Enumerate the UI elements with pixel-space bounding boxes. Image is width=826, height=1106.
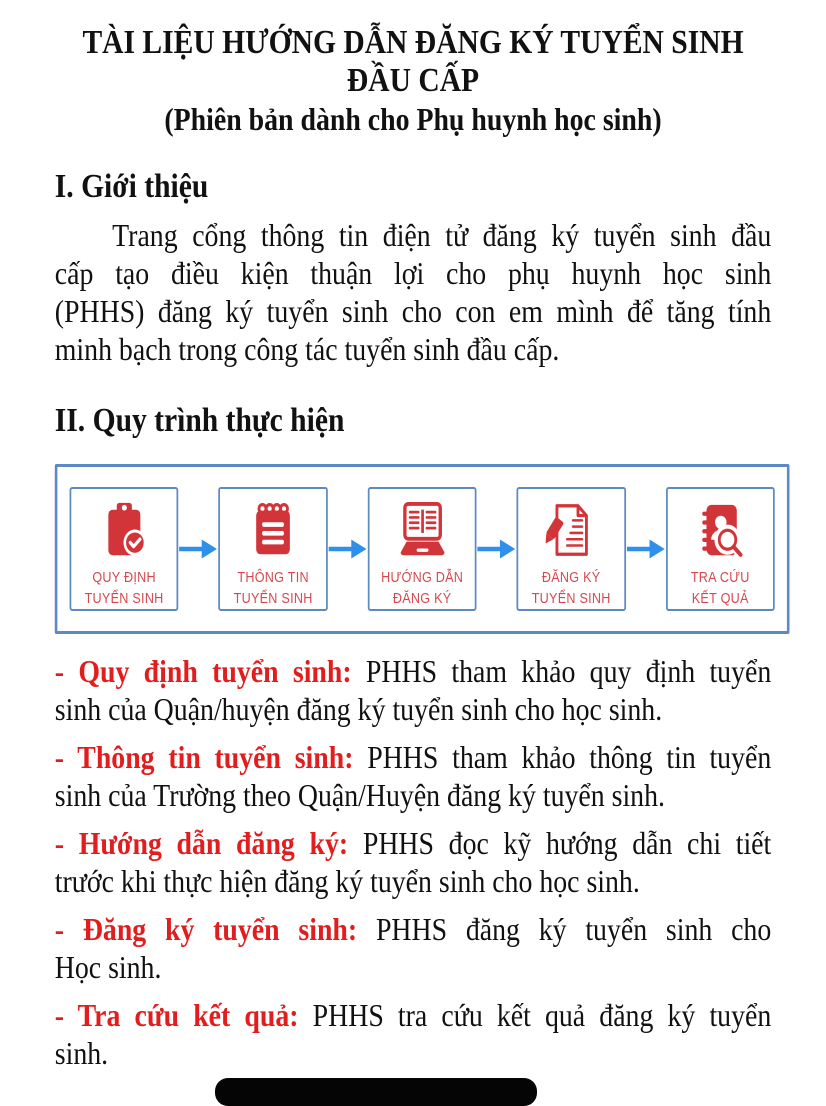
arrow-right-icon <box>328 537 368 561</box>
flow-step-label <box>234 568 313 610</box>
flow-step-label <box>85 568 164 610</box>
bullet-line: sinh của Quận/huyện đăng ký tuyển sinh cho học sinh. <box>54 691 663 727</box>
bullet-line <box>55 824 771 862</box>
intro-line: cấp tạo điều kiện thuận lợi cho phụ huynh học sinh <box>54 255 772 291</box>
bullet-label: - Quy định tuyển sinh: <box>54 653 352 689</box>
flow-step-quy-dinh-tuyen-sinh <box>70 487 179 611</box>
document-title-line1: TÀI LIỆU HƯỚNG DẪN ĐĂNG KÝ TUYỂN SINH <box>82 24 744 61</box>
document-title-block <box>55 24 771 138</box>
bullet-text: PHHS đăng ký tuyển sinh cho <box>375 911 772 947</box>
flow-step-label <box>532 568 611 610</box>
bullet-label: - Đăng ký tuyển sinh: <box>54 911 358 947</box>
flow-step-dang-ky-tuyen-sinh <box>517 487 626 611</box>
flow-step-label-line1: QUY ĐỊNH <box>92 570 156 586</box>
bullet-line: Học sinh. <box>54 949 162 985</box>
section-heading-intro: I. Giới thiệu <box>54 168 209 205</box>
bullet-quy-dinh-tuyen-sinh <box>55 652 771 728</box>
process-flowchart <box>55 464 790 634</box>
flow-step-label-line2: TUYỂN SINH <box>233 591 313 607</box>
flow-step-label-line1: ĐĂNG KÝ <box>541 570 601 586</box>
bullet-thong-tin-tuyen-sinh <box>55 738 771 814</box>
bullet-line: sinh. <box>54 1035 109 1071</box>
flow-step-huong-dan-dang-ky <box>368 487 477 611</box>
contact-search-icon <box>692 500 749 562</box>
bullet-text: PHHS đọc kỹ hướng dẫn chi tiết <box>362 825 772 861</box>
intro-line: minh bạch trong công tác tuyển sinh đầu cấp. <box>54 331 560 367</box>
flow-step-label-line1: TRA CỨU <box>690 570 750 586</box>
bottom-black-bar <box>215 1078 537 1106</box>
flow-step-label-line1: HƯỚNG DẪN <box>381 570 464 586</box>
flow-step-label <box>381 568 463 610</box>
document-pencil-icon <box>543 500 600 562</box>
section-heading-process: II. Quy trình thực hiện <box>54 402 345 439</box>
bullet-line: sinh của Trường theo Quận/Huyện đăng ký tuyển sinh. <box>54 777 665 813</box>
clipboard-check-icon <box>95 500 152 562</box>
arrow-right-icon <box>477 537 517 561</box>
bullet-text: PHHS tra cứu kết quả đăng ký tuyển <box>312 997 772 1033</box>
bullet-huong-dan-dang-ky <box>55 824 771 900</box>
bullet-line: trước khi thực hiện đăng ký tuyển sinh cho học sinh. <box>54 863 640 899</box>
bullet-line <box>55 652 771 690</box>
intro-line: (PHHS) đăng ký tuyển sinh cho con em mình để tăng tính <box>54 293 772 329</box>
bullet-line <box>55 996 771 1034</box>
flow-step-thong-tin-tuyen-sinh <box>219 487 328 611</box>
bullet-text: PHHS tham khảo quy định tuyển <box>365 653 772 689</box>
process-bullet-list <box>55 652 771 1072</box>
bullet-dang-ky-tuyen-sinh <box>55 910 771 986</box>
flow-step-label-line2: TUYỂN SINH <box>531 591 611 607</box>
bullet-line <box>55 738 771 776</box>
notepad-icon <box>244 500 301 562</box>
intro-line: Trang cổng thông tin điện tử đăng ký tuyển sinh đầu <box>112 217 772 253</box>
arrow-right-icon <box>179 537 219 561</box>
document-title-line2: ĐẦU CẤP <box>346 62 480 99</box>
arrow-right-icon <box>626 537 666 561</box>
bullet-label: - Hướng dẫn đăng ký: <box>54 825 349 861</box>
flow-step-label <box>691 568 750 610</box>
bullet-label: - Tra cứu kết quả: <box>54 997 299 1033</box>
document-subtitle: (Phiên bản dành cho Phụ huynh học sinh) <box>164 101 662 137</box>
bullet-line <box>55 910 771 948</box>
flow-step-label-line2: TUYỂN SINH <box>84 591 164 607</box>
intro-paragraph <box>55 216 771 368</box>
flow-step-label-line2: KẾT QUẢ <box>691 591 749 607</box>
bullet-tra-cuu-ket-qua <box>55 996 771 1072</box>
flow-step-tra-cuu-ket-qua <box>666 487 775 611</box>
flow-step-label-line1: THÔNG TIN <box>237 570 309 586</box>
bullet-text: PHHS tham khảo thông tin tuyển <box>367 739 772 775</box>
laptop-book-icon <box>393 500 450 562</box>
flow-step-label-line2: ĐĂNG KÝ <box>392 591 452 607</box>
bullet-label: - Thông tin tuyển sinh: <box>54 739 354 775</box>
